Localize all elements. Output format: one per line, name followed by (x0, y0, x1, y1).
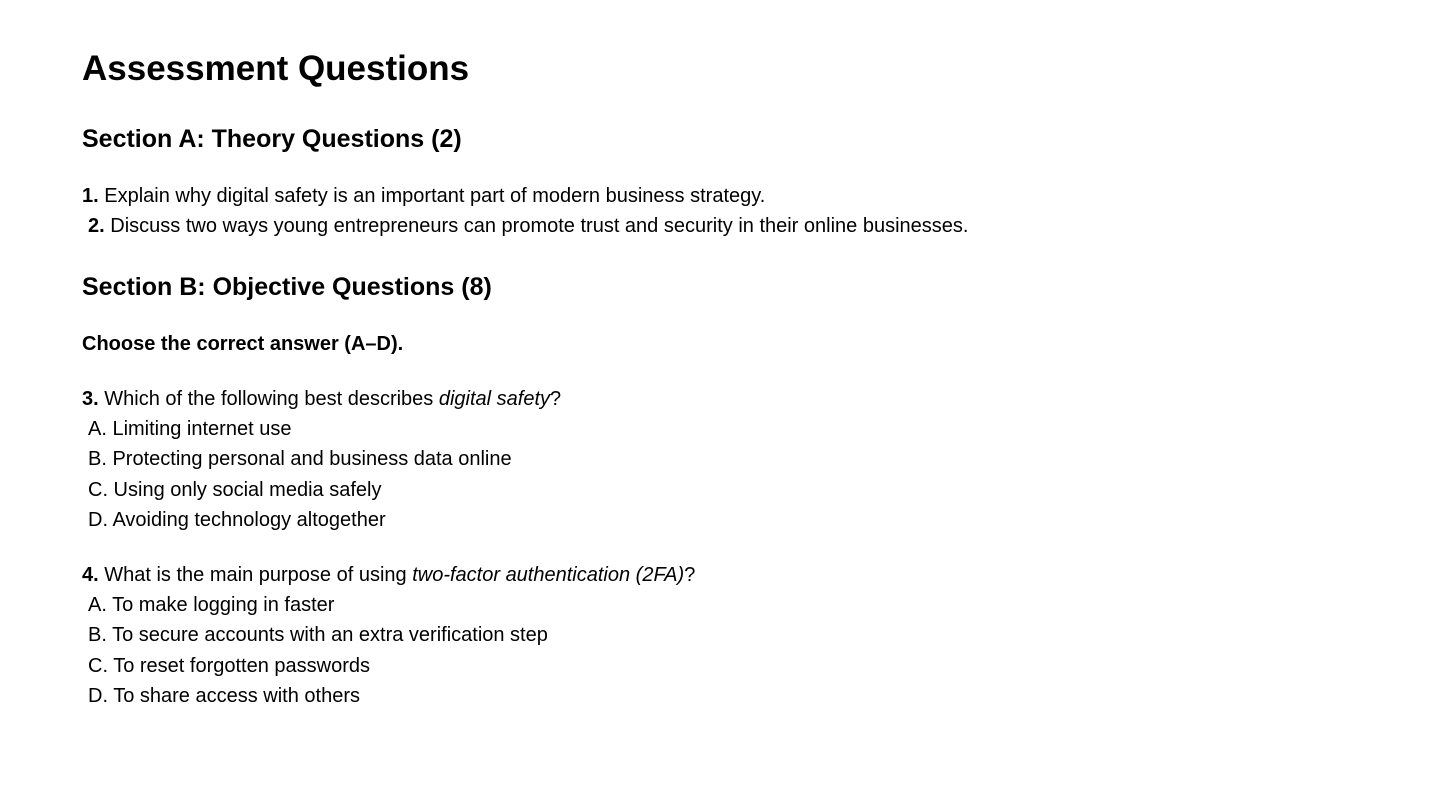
question-number: 3. (82, 388, 99, 410)
option-c: C. Using only social media safely (88, 479, 382, 501)
option-a: A. To make logging in faster (88, 594, 335, 616)
question-3 (82, 387, 561, 411)
option-c: C. To reset forgotten passwords (88, 655, 370, 677)
question-1 (82, 184, 765, 208)
section-b-heading: Section B: Objective Questions (8) (82, 273, 492, 301)
question-text: Which of the following best describes (104, 388, 439, 410)
question-emphasis: digital safety (438, 388, 551, 410)
question-text: What is the main purpose of using (104, 564, 413, 586)
option-d: D. To share access with others (88, 685, 360, 707)
section-a-heading: Section A: Theory Questions (2) (82, 125, 462, 153)
question-number: 4. (82, 564, 99, 586)
question-4 (82, 563, 695, 587)
option-a: A. Limiting internet use (88, 418, 292, 440)
question-text: Discuss two ways young entrepreneurs can promote trust and security in their online businesses. (110, 215, 969, 237)
option-b: B. To secure accounts with an extra verification step (88, 624, 548, 646)
question-text-end: ? (684, 564, 696, 586)
question-emphasis: two-factor authentication (2FA) (412, 564, 685, 586)
question-number: 2. (88, 215, 105, 237)
question-text-end: ? (550, 388, 562, 410)
question-2 (88, 214, 968, 238)
section-b-instruction: Choose the correct answer (A–D). (82, 333, 404, 355)
page-title: Assessment Questions (82, 49, 470, 88)
question-number: 1. (82, 185, 99, 207)
question-text: Explain why digital safety is an important part of modern business strategy. (104, 185, 766, 207)
option-d: D. Avoiding technology altogether (88, 509, 386, 531)
option-b: B. Protecting personal and business data online (88, 448, 512, 470)
